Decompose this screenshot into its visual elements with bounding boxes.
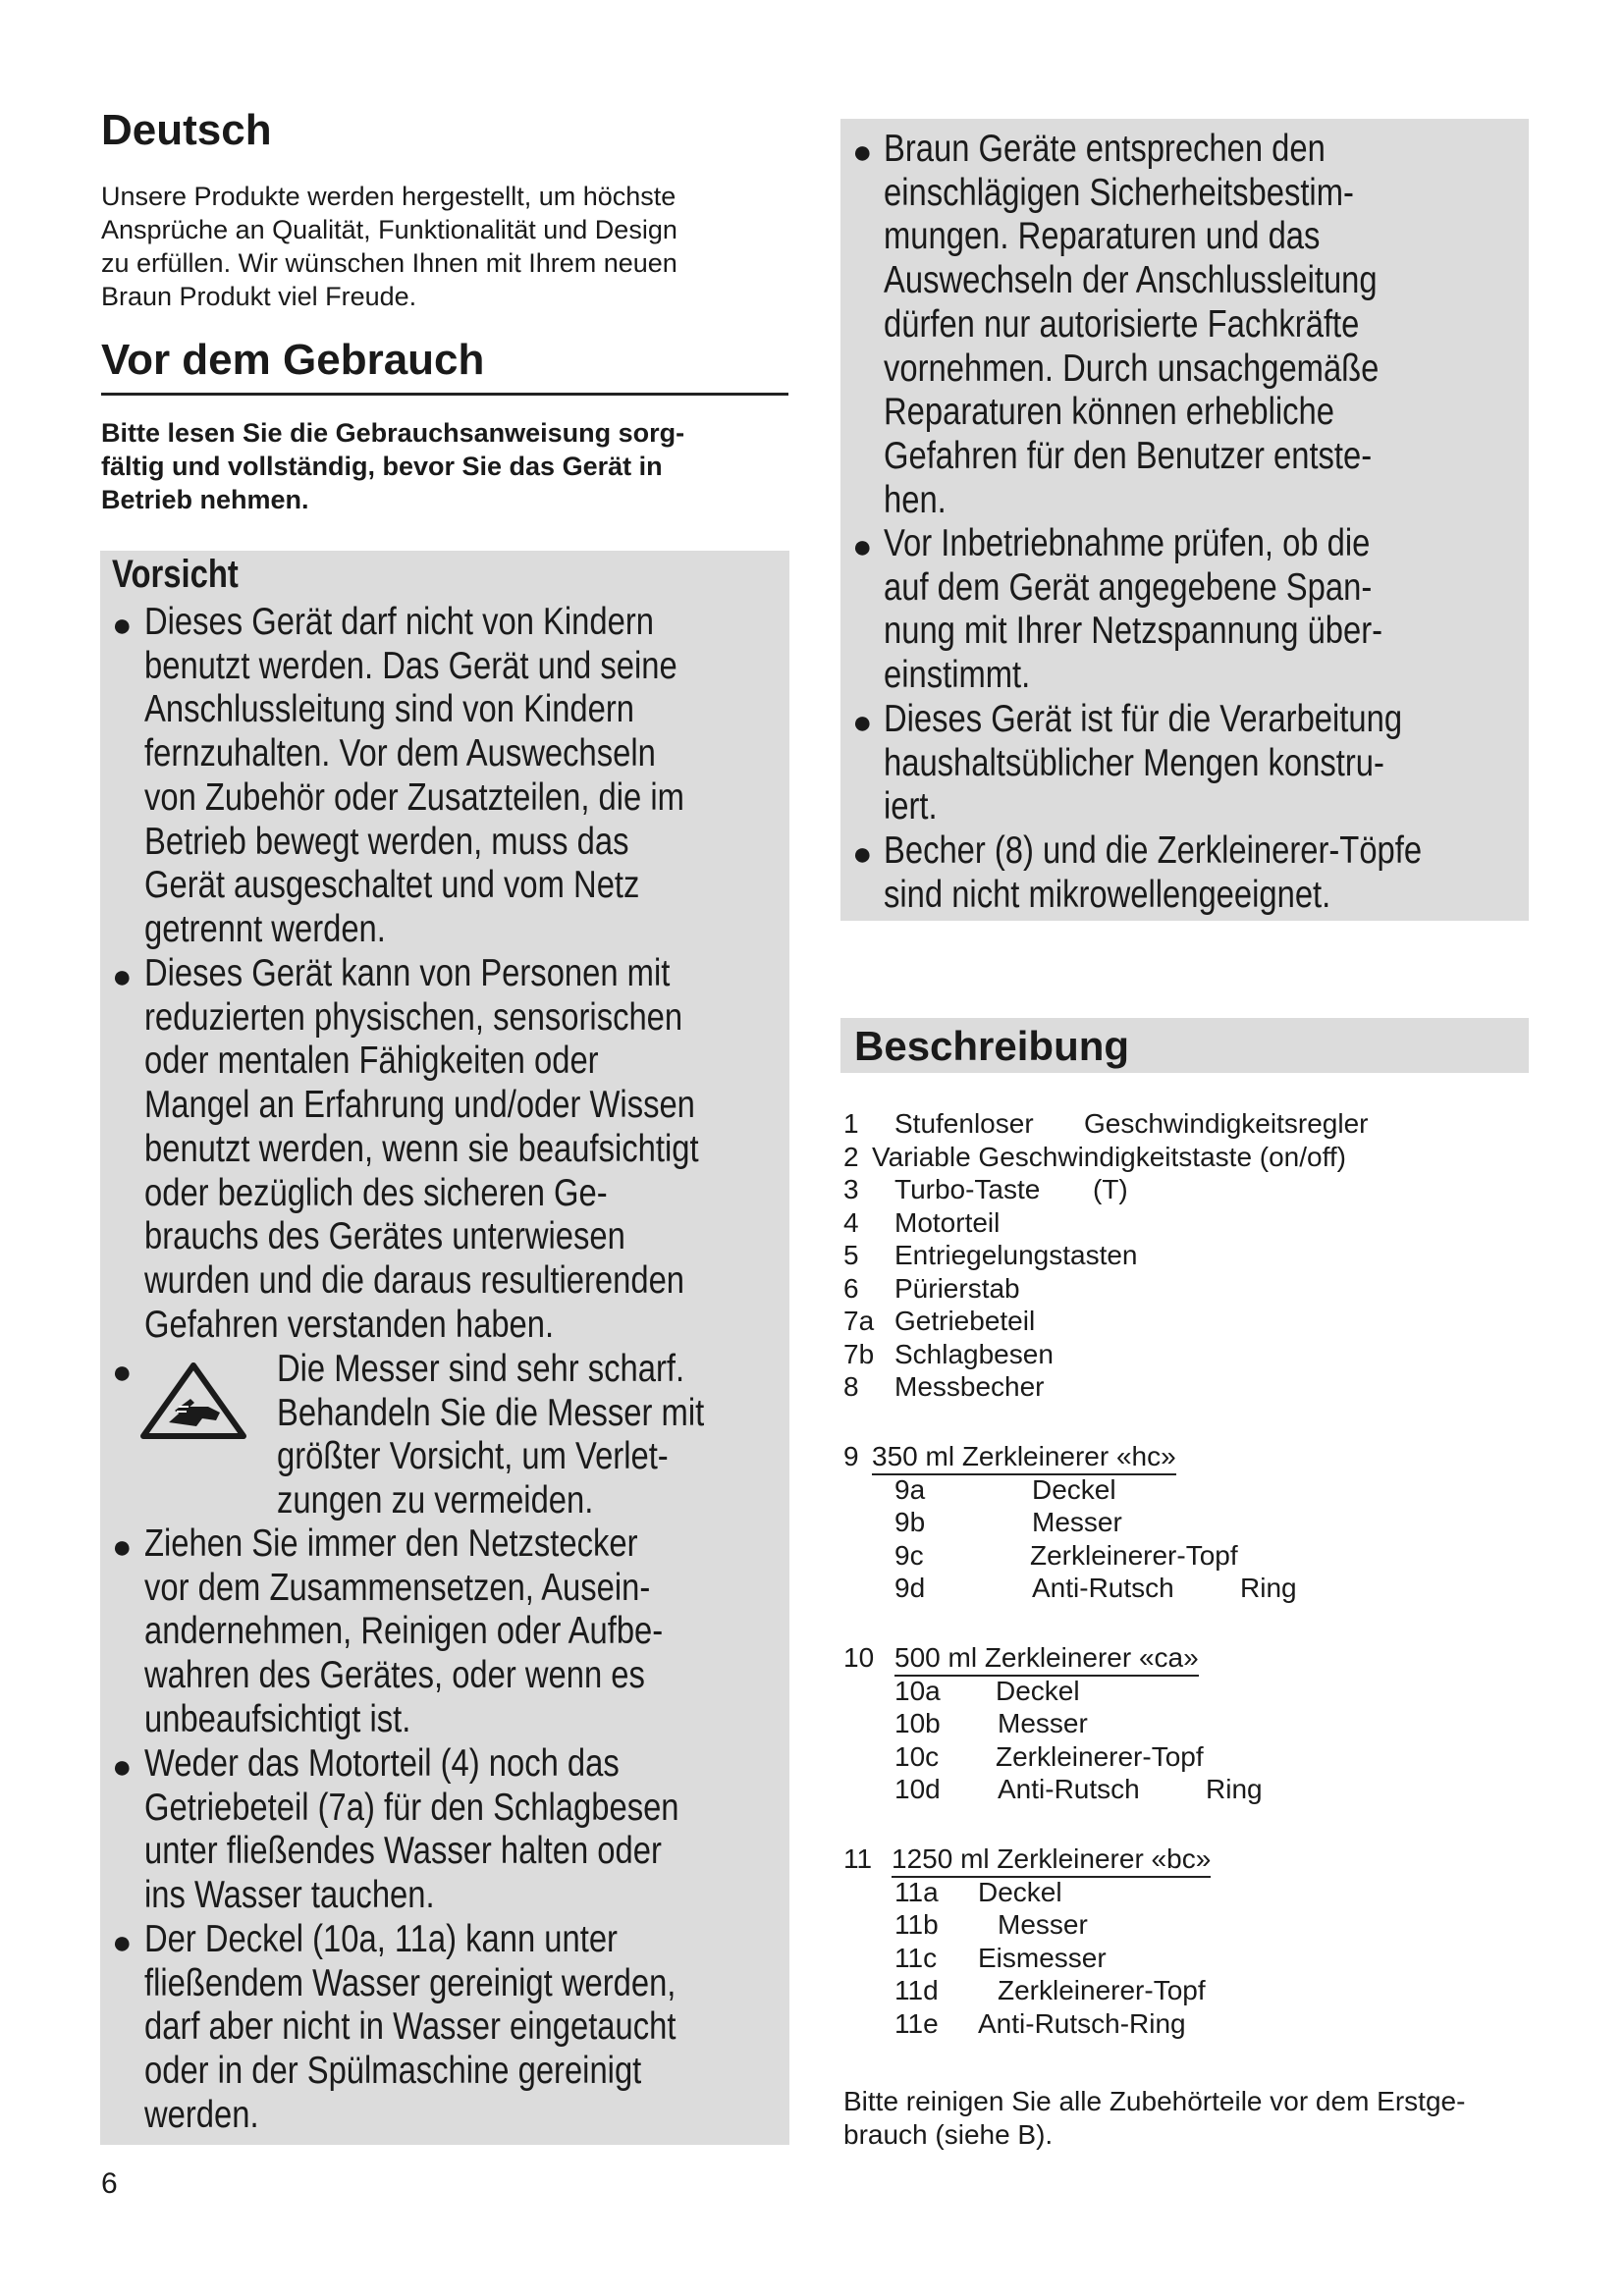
part-label: Motorteil [894,1206,1001,1238]
part-number: 10b [894,1708,941,1738]
caution-line: größter Vorsicht, um Verlet- [277,1435,669,1478]
part-label: Getriebeteil [894,1306,1036,1336]
caution-line: vor dem Zusammensetzen, Ausein- [144,1566,651,1609]
note-line: Bitte lesen Sie die Gebrauchsanweisung sorg- [101,418,685,448]
group-number: 10 [843,1642,875,1673]
part-label: Turbo-Taste [894,1174,1041,1204]
read-instructions-note [101,416,788,516]
part-number: 5 [843,1240,859,1270]
part-label: Deckel [1032,1473,1116,1505]
bullet-dot: ● [112,607,133,644]
safety-bullet-3 [884,698,1402,829]
description-heading: Beschreibung [854,1023,1130,1069]
chopper-bc-group [843,1842,1511,2039]
caution-line: oder in der Spülmaschine gereinigt [144,2050,642,2093]
intro-line: Unsere Produkte werden hergestellt, um höchste [101,182,677,211]
part-label: Messbecher [894,1371,1045,1402]
part-number: 11a [894,1876,939,1907]
bullet-dot: ● [112,1354,133,1391]
safety-line: auf dem Gerät angegebene Span- [884,565,1373,609]
part-number: 11b [894,1909,939,1940]
heading-rule [101,393,788,396]
note-line: fältig und vollständig, bevor Sie das Gerät in [101,452,663,481]
part-label-extra: Geschwindigkeitsregler [1084,1108,1369,1139]
caution-line: darf aber nicht in Wasser eingetaucht [144,2005,677,2049]
safety-line: Becher (8) und die Zerkleinerer-Töpfe [884,829,1423,872]
part-number: 9a [894,1473,926,1505]
caution-line: Die Messer sind sehr scharf. [277,1348,685,1390]
sharp-blade-warning-icon [139,1362,247,1440]
part-label: Messer [1032,1507,1122,1537]
part-label: Zerkleinerer-Topf [998,1975,1206,2005]
part-number: 10c [894,1740,940,1772]
caution-line: Mangel an Erfahrung und/oder Wissen [144,1084,695,1127]
caution-line: brauchs des Gerätes unterwiesen [144,1215,625,1258]
part-number: 9d [894,1573,926,1603]
safety-line: Gefahren für den Benutzer entste- [884,434,1373,477]
part-label: Stufenloser [894,1108,1034,1139]
part-label-extra: (T) [1093,1174,1128,1204]
caution-line: von Zubehör oder Zusatzteilen, die im [144,775,684,819]
safety-line: einstimmt. [884,654,1031,697]
caution-line: Gerät ausgeschaltet und vom Netz [144,864,640,907]
safety-line: mungen. Reparaturen und das [884,215,1321,258]
note-line: Betrieb nehmen. [101,485,309,514]
intro-paragraph [101,180,808,313]
safety-line: haushaltsüblicher Mengen konstru- [884,741,1384,784]
caution-bullet-4 [144,1522,663,1742]
part-number: 11d [894,1975,939,2005]
caution-line: unter fließendes Wasser halten oder [144,1830,662,1873]
caution-line: oder bezüglich des sicheren Ge- [144,1171,608,1214]
safety-line: Reparaturen können erhebliche [884,391,1334,434]
group-number: 9 [843,1441,859,1471]
bullet-dot: ● [852,133,873,171]
bullet-dot: ● [852,704,873,741]
part-label-extra: Ring [1240,1573,1297,1603]
caution-line: wurden und die daraus resultierenden [144,1258,685,1302]
part-number: 8 [843,1371,859,1402]
section-heading-before-use: Vor dem Gebrauch [101,336,485,384]
part-label: Zerkleinerer-Topf [996,1740,1204,1772]
caution-line: Gefahren verstanden haben. [144,1303,555,1346]
caution-line: Der Deckel (10a, 11a) kann unter [144,1918,618,1960]
safety-bullet-2 [884,522,1382,698]
caution-line: Getriebeteil (7a) für den Schlagbesen [144,1786,679,1829]
caution-line: Dieses Gerät kann von Personen mit [144,952,671,994]
part-label: Anti-Rutsch-Ring [978,2007,1186,2039]
chopper-hc-group [843,1440,1511,1607]
bullet-dot: ● [852,528,873,565]
part-label: Entriegelungstasten [894,1240,1138,1270]
safety-line: Auswechseln der Anschlussleitung [884,259,1378,302]
part-number: 1 [843,1108,859,1139]
safety-bullet-4 [884,829,1422,917]
caution-line: Betrieb bewegt werden, muss das [144,820,629,863]
chopper-ca-group [843,1641,1511,1808]
caution-line: Behandeln Sie die Messer mit [277,1391,705,1434]
part-number: 7a [843,1306,875,1336]
safety-line: Dieses Gerät ist für die Verarbeitung [884,698,1403,740]
bullet-dot: ● [112,1748,133,1786]
caution-bullet-1 [144,601,684,952]
part-number: 11e [894,2007,939,2039]
caution-line: werden. [144,2093,259,2136]
caution-line: Dieses Gerät darf nicht von Kindern [144,601,654,643]
caution-line: fernzuhalten. Vor dem Auswechseln [144,732,656,775]
safety-line: Vor Inbetriebnahme prüfen, ob die [884,522,1371,564]
caution-line: unbeaufsichtigt ist. [144,1697,411,1740]
closing-line: brauch (siehe B). [843,2118,1054,2150]
caution-line: Ziehen Sie immer den Netzstecker [144,1522,638,1565]
language-heading: Deutsch [101,106,272,154]
group-title: 500 ml Zerkleinerer «ca» [894,1641,1199,1677]
part-label: Anti-Rutsch [998,1774,1140,1804]
caution-line: oder mentalen Fähigkeiten oder [144,1040,599,1083]
caution-line: ins Wasser tauchen. [144,1874,435,1917]
caution-line: getrennt werden. [144,907,386,950]
group-title: 350 ml Zerkleinerer «hc» [872,1440,1176,1475]
part-number: 10a [894,1675,941,1706]
intro-line: Ansprüche an Qualität, Funktionalität und Design [101,215,677,244]
part-label: Anti-Rutsch [1032,1573,1174,1603]
group-number: 11 [843,1843,873,1874]
part-number: 6 [843,1272,859,1304]
intro-line: zu erfüllen. Wir wünschen Ihnen mit Ihrem neuen [101,248,677,278]
part-label: Messer [998,1909,1088,1940]
bullet-dot: ● [852,835,873,873]
safety-line: hen. [884,478,947,521]
safety-line: dürfen nur autorisierte Fachkräfte [884,302,1360,346]
caution-line: fließendem Wasser gereinigt werden, [144,1961,677,2004]
caution-line: zungen zu vermeiden. [277,1479,594,1522]
bullet-dot: ● [112,958,133,995]
safety-line: Braun Geräte entsprechen den [884,128,1326,170]
part-label: Messer [998,1708,1088,1738]
safety-line: sind nicht mikrowellengeeignet. [884,873,1331,916]
part-number: 9c [894,1539,924,1571]
part-number: 10d [894,1774,941,1804]
caution-line: benutzt werden, wenn sie beaufsichtigt [144,1127,699,1170]
safety-line: vornehmen. Durch unsachgemäße [884,347,1380,390]
caution-line: Weder das Motorteil (4) noch das [144,1742,620,1785]
caution-title: Vorsicht [112,553,239,596]
caution-line: wahren des Gerätes, oder wenn es [144,1654,645,1697]
caution-bullet-6 [144,1918,676,2138]
part-label: Deckel [996,1675,1080,1706]
part-number: 11c [894,1942,938,1973]
safety-line: nung mit Ihrer Netzspannung über- [884,610,1383,653]
caution-bullet-5 [144,1742,679,1918]
part-label: Eismesser [978,1942,1107,1973]
caution-line: benutzt werden. Das Gerät und seine [144,644,677,687]
part-label: Deckel [978,1876,1062,1907]
part-label-extra: Ring [1206,1774,1263,1804]
bullet-dot: ● [112,1528,133,1566]
caution-line: reduzierten physischen, sensorischen [144,995,683,1039]
safety-bullet-1 [884,128,1379,522]
part-label: Variable Geschwindigkeitstaste (on/off) [872,1141,1346,1172]
part-label: Pürierstab [894,1272,1020,1304]
part-number: 7b [843,1338,875,1369]
intro-line: Braun Produkt viel Freude. [101,282,417,311]
part-number: 3 [843,1174,859,1204]
safety-line: iert. [884,785,938,828]
caution-bullet-3 [277,1348,704,1523]
safety-line: einschlägigen Sicherheitsbestim- [884,171,1354,214]
part-number: 4 [843,1206,859,1238]
caution-bullet-2 [144,952,699,1347]
part-number: 2 [843,1141,859,1172]
part-label: Zerkleinerer-Topf [1030,1539,1238,1571]
closing-note [843,2085,1531,2151]
parts-list [843,1107,1511,1412]
group-title: 1250 ml Zerkleinerer «bc» [892,1842,1211,1878]
caution-line: andernehmen, Reinigen oder Aufbe- [144,1610,664,1653]
part-number: 9b [894,1507,926,1537]
page-number: 6 [101,2167,118,2200]
closing-line: Bitte reinigen Sie alle Zubehörteile vor dem Erstge- [843,2086,1466,2116]
caution-line: Anschlussleitung sind von Kindern [144,688,634,731]
bullet-dot: ● [112,1924,133,1961]
part-label: Schlagbesen [894,1338,1054,1369]
